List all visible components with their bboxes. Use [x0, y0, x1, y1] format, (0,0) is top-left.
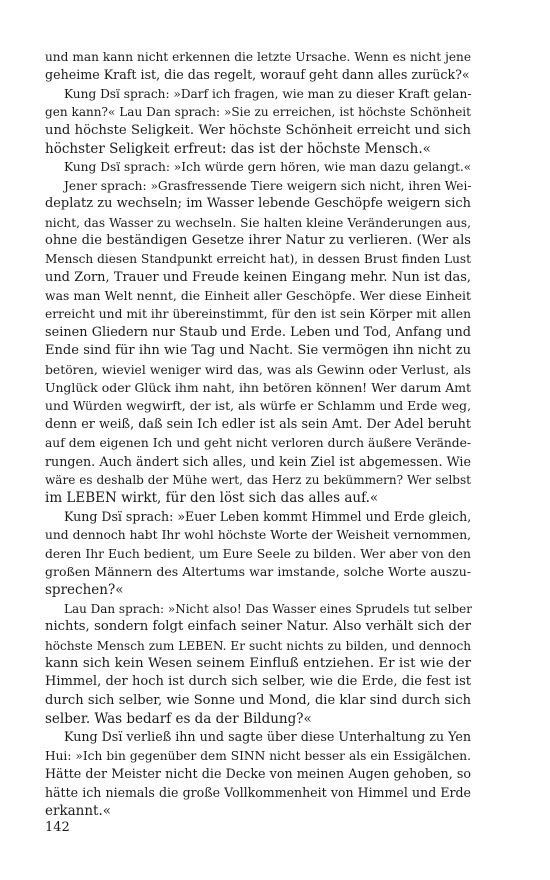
text-line: hätte ich niemals die große Vollkommenheit von Himmel und Erde	[45, 784, 471, 800]
text-line: gen kann?« Lau Dan sprach: »Sie zu erreichen, ist höchste Schönheit	[45, 105, 471, 120]
text-line: und höchste Seligkeit. Wer höchste Schönheit erreicht und sich	[45, 122, 471, 138]
text-line: Kung Dsï sprach: »Euer Leben kommt Himmel und Erde gleich,	[64, 508, 472, 524]
page-number: 142	[45, 820, 70, 835]
body-text	[45, 48, 471, 820]
text-line: erkannt.«	[45, 803, 112, 820]
text-line: was man Welt nennt, die Einheit aller Geschöpfe. Wer diese Einheit	[45, 288, 471, 304]
text-line: und man kann nicht erkennen die letzte Ursache. Wenn es nicht jene	[45, 50, 471, 64]
text-line: höchste Mensch zum LEBEN. Er sucht nichts zu bilden, und dennoch	[45, 638, 471, 653]
text-line: höchster Seligkeit erfreut: das ist der höchste Mensch.«	[45, 140, 431, 157]
text-line: und dennoch habt Ihr wohl höchste Worte der Weisheit vernommen,	[45, 528, 471, 543]
text-line: Lau Dan sprach: »Nicht also! Das Wasser eines Sprudels tut selber	[64, 601, 472, 616]
text-line: Hui: »Ich bin gegenüber dem SINN nicht besser als ein Essigälchen.	[45, 748, 471, 763]
text-line: deren Ihr Euch bedient, um Eure Seele zu bilden. Wer aber von den	[45, 546, 471, 561]
text-line: ohne die beständigen Gesetze ihrer Natur zu verlieren. (Wer als	[45, 232, 471, 248]
text-line: denn er weiß, daß sein Ich edler ist als sein Amt. Der Adel beruht	[45, 416, 471, 432]
text-line: und Würden wegwirft, der ist, als würfe er Schlamm und Erde weg,	[45, 399, 471, 414]
text-line: betören, wieviel weniger wird das, was als Gewinn oder Verlust, als	[45, 362, 471, 377]
text-line: und Zorn, Trauer und Freude keinen Eingang mehr. Nun ist das,	[45, 269, 471, 285]
text-line: Mensch diesen Standpunkt erreicht hat), in dessen Brust finden Lust	[45, 252, 471, 267]
text-line: im LEBEN wirkt, für den löst sich das alles auf.«	[45, 490, 379, 507]
text-line: durch sich selber, wie Sonne und Mond, die klar sind durch sich	[45, 692, 471, 708]
text-line: Himmel, der hoch ist durch sich selber, wie die Erde, die fest ist	[45, 674, 471, 690]
text-line: sprechen?«	[45, 582, 124, 599]
text-line: auf dem eigenen Ich und geht nicht verloren durch äußere Verände-	[45, 436, 471, 451]
text-line: rungen. Auch ändert sich alles, und kein Ziel ist abgemessen. Wie	[45, 453, 471, 469]
text-line: Unglück oder Glück ihm naht, ihn betören können! Wer darum Amt	[45, 380, 471, 396]
text-line: nicht, das Wasser zu wechseln. Sie halten kleine Veränderungen aus,	[45, 215, 471, 230]
text-line: erreicht und mit ihr übereinstimmt, für den ist sein Körper mit allen	[45, 307, 471, 322]
text-line: geheime Kraft ist, die das regelt, worauf geht dann alles zurück?«	[45, 67, 470, 83]
text-line: Kung Dsï sprach: »Darf ich fragen, wie man zu dieser Kraft gelan-	[64, 86, 472, 101]
text-line: Hätte der Meister nicht die Decke von meinen Augen gehoben, so	[45, 766, 471, 782]
text-line: kann sich kein Wesen seinem Einfluß entziehen. Er ist wie der	[45, 655, 471, 671]
text-line: deplatz zu wechseln; im Wasser lebende Geschöpfe weigern sich	[45, 196, 471, 212]
text-line: nichts, sondern folgt einfach seiner Natur. Also verhält sich der	[45, 619, 471, 635]
text-line: seinen Gliedern nur Staub und Erde. Leben und Tod, Anfang und	[45, 324, 471, 340]
text-line: Ende sind für ihn wie Tag und Nacht. Sie vermögen ihn nicht zu	[45, 343, 471, 359]
text-line: Kung Dsï verließ ihn und sagte über diese Unterhaltung zu Yen	[64, 729, 472, 745]
text-line: Jener sprach: »Grasfressende Tiere weigern sich nicht, ihren Wei-	[64, 178, 472, 193]
text-line: Kung Dsï sprach: »Ich würde gern hören, wie man dazu gelangt.«	[64, 160, 472, 175]
text-line: großen Männern des Altertums war imstande, solche Worte auszu-	[45, 563, 471, 579]
text-line: wäre es deshalb der Mühe wert, das Herz zu bekümmern? Wer selbst	[45, 472, 471, 487]
text-line: selber. Was bedarf es da der Bildung?«	[45, 711, 312, 728]
